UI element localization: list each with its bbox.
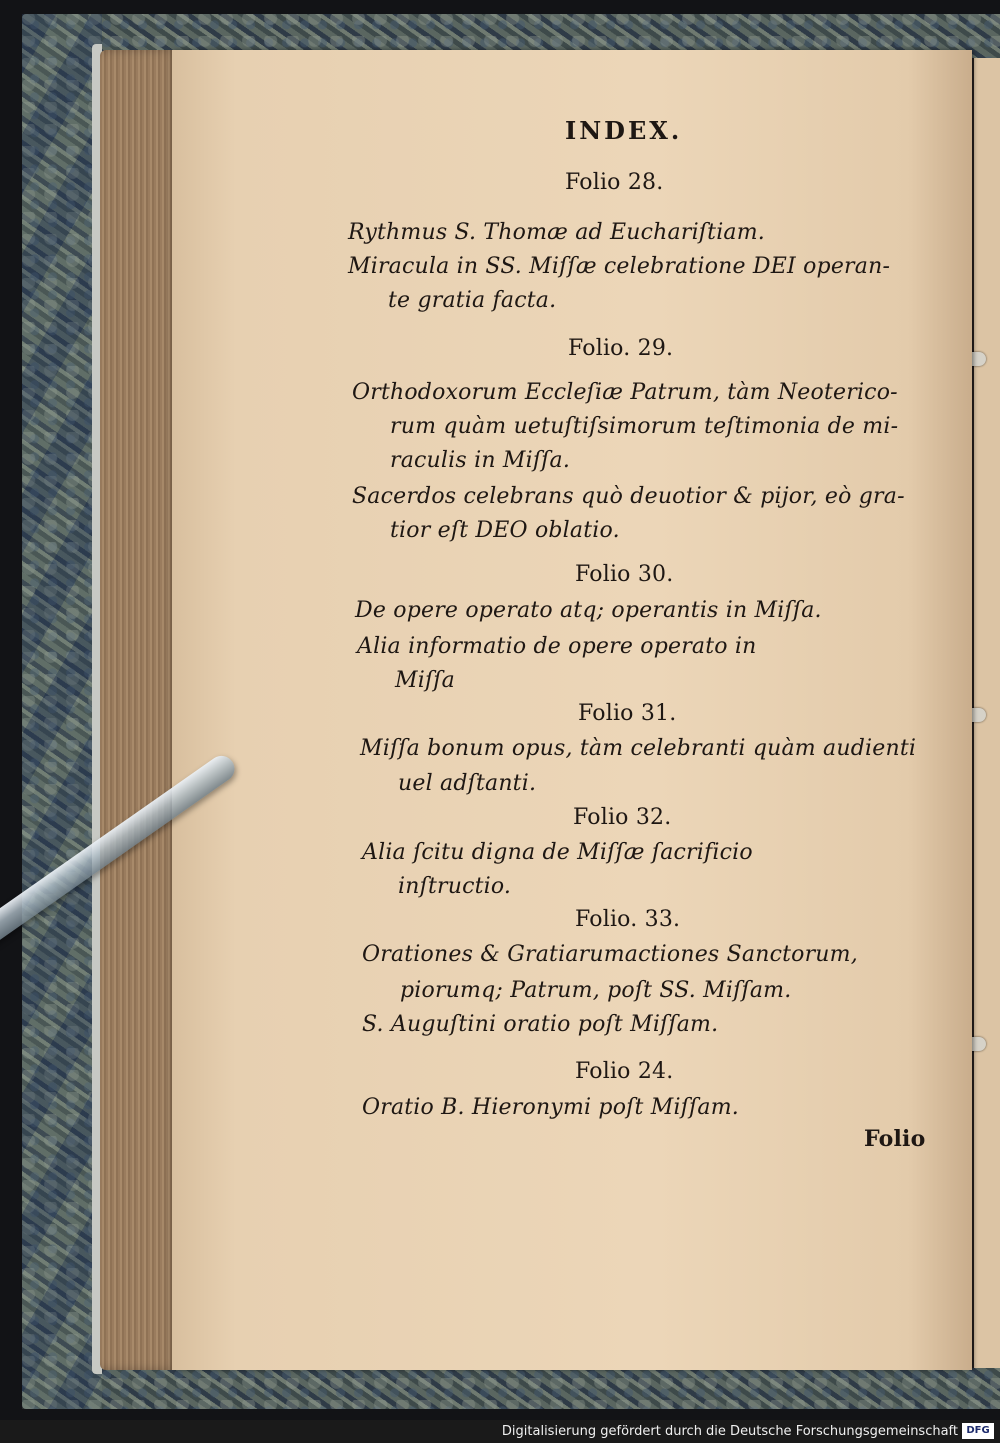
funding-credit: Digitalisierung gefördert durch die Deutsche Forschungsgemeinschaft (501, 1424, 958, 1439)
folio-heading: Folio 28. (565, 170, 664, 195)
page-block-edge (100, 50, 178, 1370)
dfg-logo-icon: DFG (962, 1423, 994, 1439)
index-entry: Oratio B. Hieronymi poſt Miſſam. (362, 1095, 739, 1120)
index-entry-continuation: uel adſtanti. (398, 771, 537, 796)
index-entry: De opere operato atq; operantis in Miſſa. (355, 598, 822, 623)
index-entry-continuation: te gratia facta. (388, 288, 557, 313)
folio-heading: Folio 31. (578, 701, 677, 726)
index-entry: Miracula in SS. Miſſæ celebratione DEI operan- (348, 254, 891, 279)
index-entry: Alia ſcitu digna de Miſſæ ſacrificio (362, 840, 753, 865)
footer-bar (0, 1420, 1000, 1443)
index-entry: Alia informatio de opere operato in (357, 634, 757, 659)
folio-heading: Folio. 33. (575, 907, 681, 932)
catchword: Folio (864, 1126, 926, 1152)
index-entry-continuation: raculis in Miſſa. (390, 448, 571, 473)
index-entry: Rythmus S. Thomæ ad Euchariſtiam. (348, 220, 765, 245)
index-entry: S. Auguſtini oratio poſt Miſſam. (362, 1012, 719, 1037)
index-entry: Miſſa bonum opus, tàm celebranti quàm audienti (360, 736, 917, 761)
index-entry-continuation: rum quàm uetuſtiſsimorum teſtimonia de mi- (390, 414, 899, 439)
running-head: INDEX. (565, 116, 683, 145)
folio-heading: Folio 30. (575, 562, 674, 587)
index-entry: Orthodoxorum Eccleſiæ Patrum, tàm Neoterico- (352, 380, 898, 405)
folio-heading: Folio. 29. (568, 336, 674, 361)
index-entry: Orationes & Gratiarumactiones Sanctorum, (362, 942, 858, 967)
index-entry-continuation: piorumq; Patrum, poſt SS. Miſſam. (400, 978, 792, 1003)
index-entry: Sacerdos celebrans quò deuotior & pijor, eò gra- (352, 484, 905, 509)
index-entry-continuation: Miſſa (395, 668, 455, 693)
board-marbling-overlay (22, 14, 102, 1409)
index-entry-continuation: tior eſt DEO oblatio. (390, 518, 620, 543)
folio-heading: Folio 32. (573, 805, 672, 830)
folio-heading: Folio 24. (575, 1059, 674, 1084)
index-entry-continuation: inſtructio. (398, 874, 512, 899)
book-page (172, 50, 972, 1370)
